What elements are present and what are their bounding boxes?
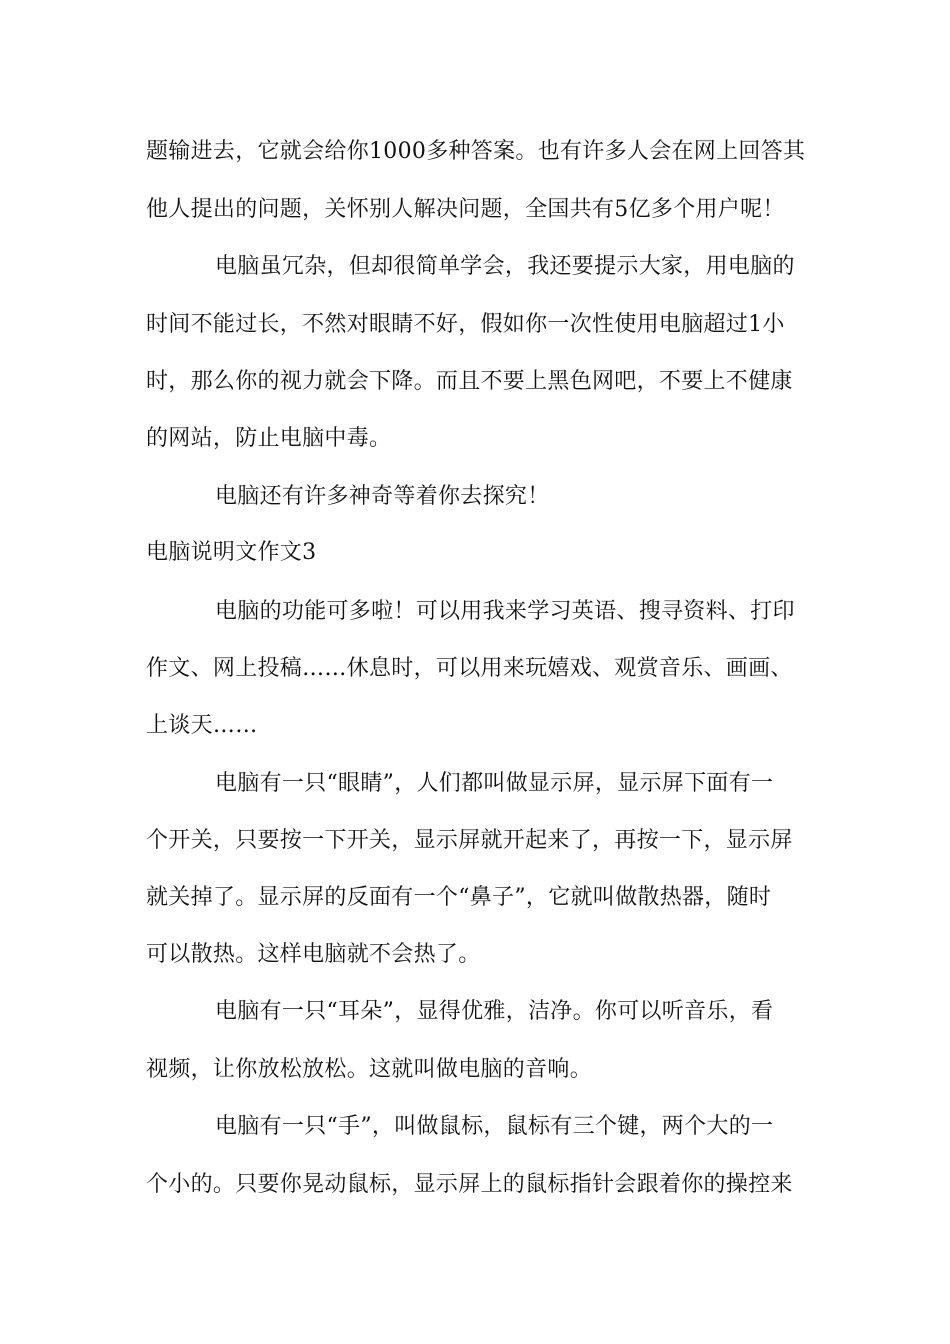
text-line: 的网站，防止电脑中毒。 — [146, 426, 392, 451]
paragraph-start-line: 电脑有一只“手”，叫做鼠标，鼠标有三个键，两个大的一 — [215, 1114, 774, 1139]
text-line: 个小的。只要你晃动鼠标，显示屏上的鼠标指针会跟着你的操控来 — [146, 1172, 793, 1197]
paragraph-start-line: 电脑有一只“眼睛”，人们都叫做显示屏，显示屏下面有一 — [215, 771, 774, 796]
text-line: 时，那么你的视力就会下降。而且不要上黑色网吧，不要上不健康 — [146, 369, 793, 394]
text-line: 作文、网上投稿……休息时，可以用来玩嬉戏、观赏音乐、画画、 — [146, 656, 793, 681]
paragraph-start-line: 电脑虽冗杂，但却很简单学会，我还要提示大家，用电脑的 — [215, 254, 795, 279]
text-line: 可以散热。这样电脑就不会热了。 — [146, 942, 481, 967]
text-line: 时间不能过长，不然对眼睛不好，假如你一次性使用电脑超过1小 — [146, 312, 785, 337]
paragraph-start-line: 电脑有一只“耳朵”，显得优雅，洁净。你可以听音乐，看 — [215, 999, 774, 1024]
section-heading: 电脑说明文作文3 — [146, 540, 317, 565]
text-line: 视频，让你放松放松。这就叫做电脑的音响。 — [146, 1057, 593, 1082]
paragraph-start-line: 电脑的功能可多啦！可以用我来学习英语、搜寻资料、打印 — [215, 599, 795, 624]
text-line: 就关掉了。显示屏的反面有一个“鼻子”，它就叫做散热器，随时 — [146, 885, 772, 910]
text-line: 上谈天…… — [146, 713, 258, 738]
text-line: 个开关，只要按一下开关，显示屏就开起来了，再按一下，显示屏 — [146, 828, 793, 853]
text-line: 他人提出的问题，关怀别人解决问题，全国共有5亿多个用户呢！ — [146, 197, 785, 222]
paragraph-start-line: 电脑还有许多神奇等着你去探究！ — [215, 484, 550, 509]
text-line: 题输进去，它就会给你1000多种答案。也有许多人会在网上回答其 — [146, 139, 806, 164]
